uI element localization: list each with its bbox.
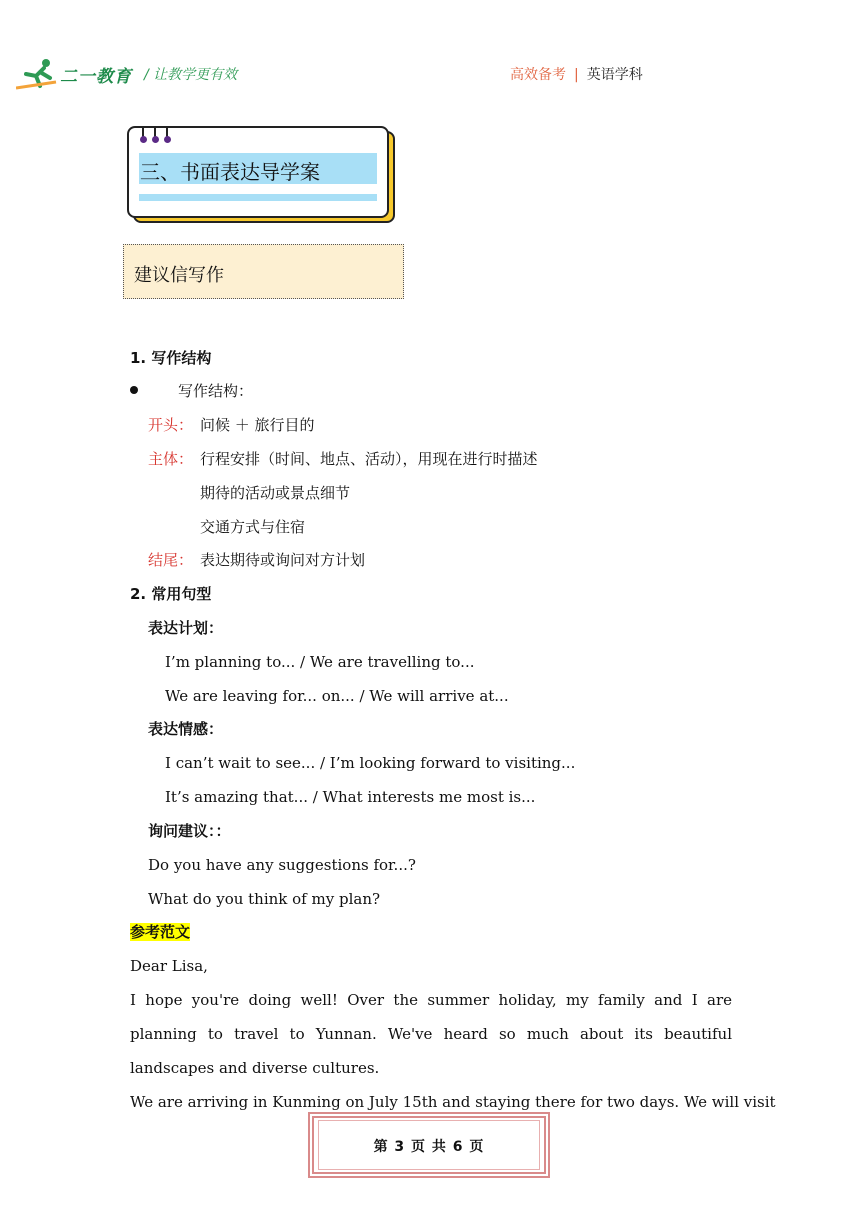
logo-text: 二一教育	[60, 67, 132, 87]
plan-sentence: I’m planning to... / We are travelling to...	[165, 653, 475, 671]
emotion-sentence: I can’t wait to see... / I’m looking forward to visiting...	[165, 754, 576, 772]
sample-label	[130, 922, 190, 942]
sample-paragraph: We are arriving in Kunming on July 15th and staying there for two days. We will visit	[130, 1093, 776, 1111]
sample-greeting: Dear Lisa,	[130, 957, 208, 975]
section-underline-bar	[139, 194, 377, 201]
letter-type-title: 建议信写作	[134, 265, 224, 286]
plan-sentence: We are leaving for... on... / We will arrive at...	[165, 687, 509, 705]
header-separator: |	[574, 67, 579, 83]
advice-label: 询问建议：：	[148, 822, 231, 840]
opening-text: 问候 ＋ 旅行目的	[200, 416, 315, 434]
advice-sentence: What do you think of my plan?	[148, 890, 381, 908]
advice-sentence: Do you have any suggestions for...?	[148, 856, 416, 874]
sentences-heading: 2. 常用句型	[130, 585, 212, 603]
header-slogan: / 让教学更有效	[144, 67, 238, 83]
body-line: 期待的活动或景点细节	[200, 484, 351, 502]
opening-label: 开头：	[148, 416, 194, 434]
structure-bullet-label: 写作结构：	[178, 382, 254, 400]
body-line: 行程安排（时间、地点、活动），用现在进行时描述	[200, 450, 538, 468]
sample-paragraph: I hope you're doing well! Over the summer holiday, my family and I are planning to travel to Yunnan. We've heard so much about its beautiful landscapes and diverse cultures.	[130, 991, 732, 1077]
plan-label: 表达计划：	[148, 619, 224, 637]
header-right	[510, 64, 643, 84]
sample-label-text: 参考范文	[130, 923, 191, 941]
emotion-sentence: It’s amazing that... / What interests me most is...	[165, 788, 536, 806]
section-title: 三、书面表达导学案	[140, 160, 320, 184]
body-label: 主体：	[148, 450, 194, 468]
structure-heading: 1. 写作结构	[130, 349, 212, 367]
emotion-label: 表达情感：	[148, 720, 224, 738]
bullet-icon	[130, 386, 138, 394]
ending-label: 结尾：	[148, 551, 194, 569]
ending-text: 表达期待或询问对方计划	[200, 551, 366, 569]
page-number: 第 3 页 共 6 页	[373, 1139, 485, 1155]
body-line: 交通方式与住宿	[200, 518, 306, 536]
header-subject: 英语学科	[586, 67, 643, 83]
header-exam-label: 高效备考	[510, 67, 566, 83]
